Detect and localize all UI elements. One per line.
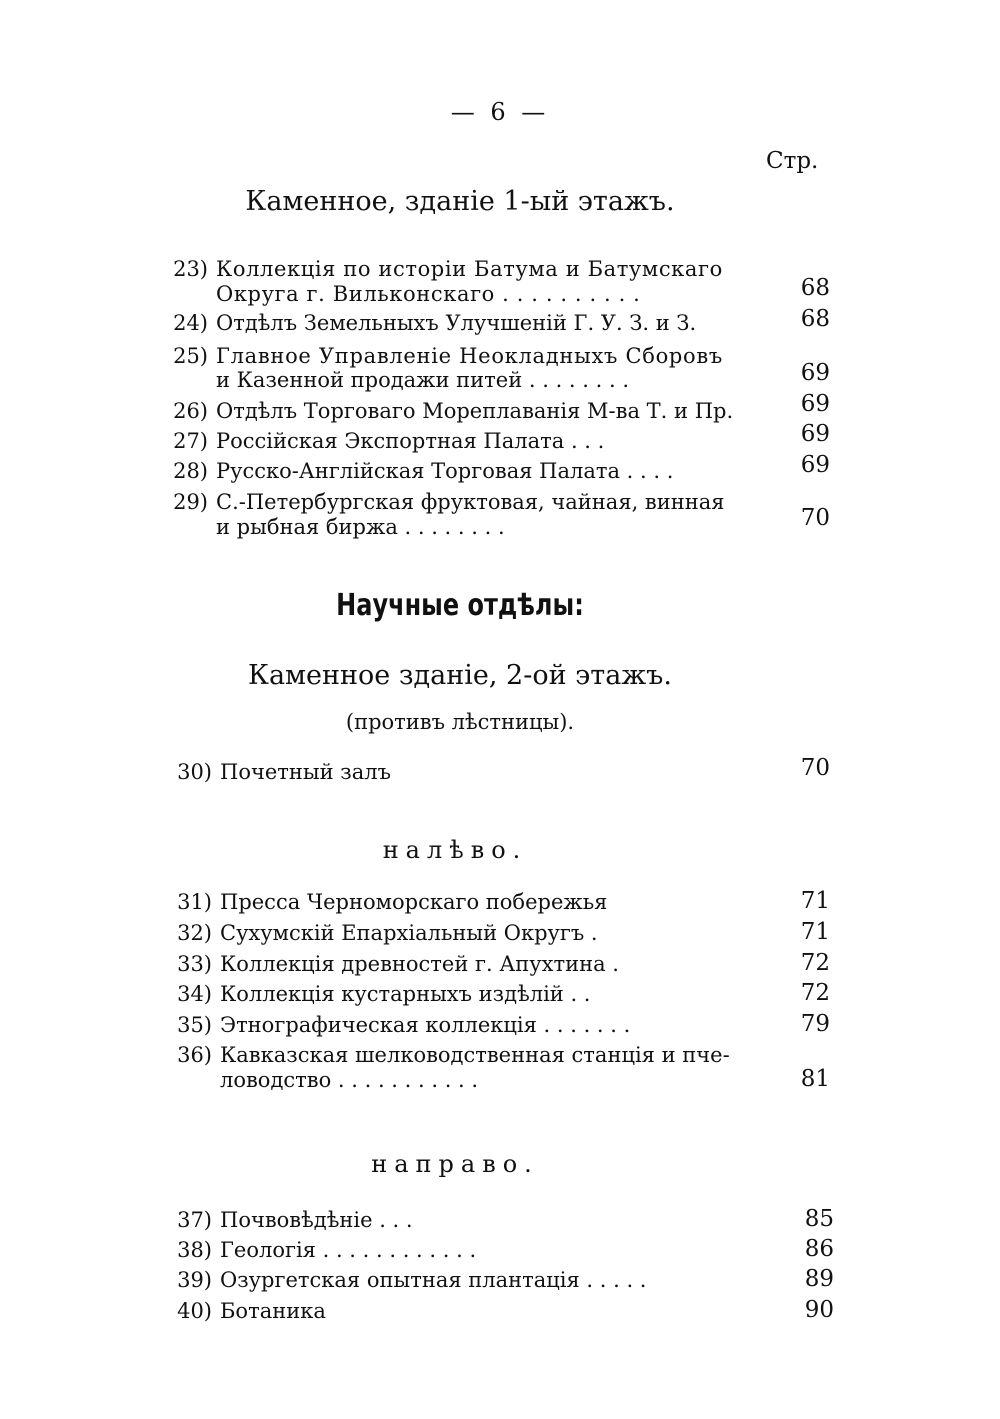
entry-number: 38) xyxy=(177,1238,212,1262)
page-column-header: Стр. xyxy=(766,148,819,174)
entry-text: Кавказская шелководственная станція и пче- xyxy=(220,1043,730,1067)
entry-number: 36) xyxy=(177,1043,212,1067)
entry-text: Коллекція по исторіи Батума и Батумскаго xyxy=(216,257,723,281)
entry-text-continued: ловодство . . . . . . . . . . . xyxy=(220,1068,479,1092)
entry-page: 69 xyxy=(800,391,830,417)
entry-page: 68 xyxy=(800,275,830,301)
entry-text: Коллекція древностей г. Апухтина . xyxy=(220,952,619,976)
entry-text-continued: Округа г. Вильконскаго . . . . . . . . . . xyxy=(216,282,641,306)
section-title-right-side: направо. xyxy=(371,1150,539,1178)
section-title-left-side: налѣво. xyxy=(382,836,528,864)
entry-text: Озургетская опытная плантація . . . . . xyxy=(220,1268,647,1292)
entry-text: Главное Управленіе Неокладныхъ Сборовъ xyxy=(216,344,723,368)
entry-text: Почетный залъ xyxy=(220,760,391,784)
entry-number: 35) xyxy=(177,1013,212,1037)
entry-text: Коллекція кустарныхъ издѣлій . . xyxy=(220,982,591,1006)
entry-number: 24) xyxy=(173,311,208,335)
section-subtitle-stone-building-floor-2: Каменное зданіе, 2-ой этажъ. xyxy=(248,660,672,691)
entry-page: 72 xyxy=(800,950,830,976)
entry-text: Русско-Англійская Торговая Палата . . . . xyxy=(216,459,674,483)
entry-number: 26) xyxy=(173,399,208,423)
entry-page: 70 xyxy=(800,505,830,531)
entry-page: 69 xyxy=(800,360,830,386)
entry-page: 89 xyxy=(804,1266,834,1292)
entry-text: Отдѣлъ Торговаго Мореплаванія М-ва Т. и Пр. xyxy=(216,399,734,423)
entry-text: Этнографическая коллекція . . . . . . . xyxy=(220,1013,631,1037)
entry-page: 69 xyxy=(800,452,830,478)
entry-page: 71 xyxy=(800,919,830,945)
entry-page: 69 xyxy=(800,421,830,447)
entry-number: 23) xyxy=(173,257,208,281)
entry-number: 33) xyxy=(177,952,212,976)
entry-page: 72 xyxy=(800,980,830,1006)
entry-number: 25) xyxy=(173,344,208,368)
entry-page: 68 xyxy=(800,306,830,332)
entry-text: Геологія . . . . . . . . . . . . xyxy=(220,1238,477,1262)
entry-number: 40) xyxy=(177,1299,212,1323)
entry-text: Россійская Экспортная Палата . . . xyxy=(216,429,605,453)
entry-text-continued: и рыбная биржа . . . . . . . . xyxy=(216,515,505,539)
section-title-stone-building-floor-1: Каменное, зданіе 1-ый этажъ. xyxy=(245,186,675,217)
entry-number: 27) xyxy=(173,429,208,453)
entry-number: 32) xyxy=(177,921,212,945)
entry-page: 70 xyxy=(800,755,830,781)
entry-text: Отдѣлъ Земельныхъ Улучшеній Г. У. З. и З. xyxy=(216,311,697,335)
entry-page: 85 xyxy=(804,1206,834,1232)
entry-number: 31) xyxy=(177,890,212,914)
entry-text: Сухумскій Епархіальный Округъ . xyxy=(220,921,598,945)
entry-number: 30) xyxy=(177,760,212,784)
entry-number: 28) xyxy=(173,459,208,483)
entry-text: Пресса Черноморскаго побережья xyxy=(220,890,608,914)
entry-number: 37) xyxy=(177,1208,212,1232)
section-note-opposite-stairs: (противъ лѣстницы). xyxy=(345,710,575,734)
entry-text-continued: и Казенной продажи питей . . . . . . . . xyxy=(216,368,629,392)
entry-page: 71 xyxy=(800,888,830,914)
entry-number: 34) xyxy=(177,982,212,1006)
entry-page: 79 xyxy=(800,1011,830,1037)
entry-page: 81 xyxy=(800,1066,830,1092)
entry-page: 90 xyxy=(804,1297,834,1323)
entry-number: 39) xyxy=(177,1268,212,1292)
entry-text: С.-Петербургская фруктовая, чайная, винная xyxy=(216,490,725,514)
page-number: — 6 — xyxy=(450,98,550,126)
entry-text: Почвовѣдѣніе . . . xyxy=(220,1208,413,1232)
entry-text: Ботаника xyxy=(220,1299,326,1323)
entry-number: 29) xyxy=(173,490,208,514)
entry-page: 86 xyxy=(804,1236,834,1262)
section-title-scientific-departments: Научные отдѣлы: xyxy=(336,588,584,623)
